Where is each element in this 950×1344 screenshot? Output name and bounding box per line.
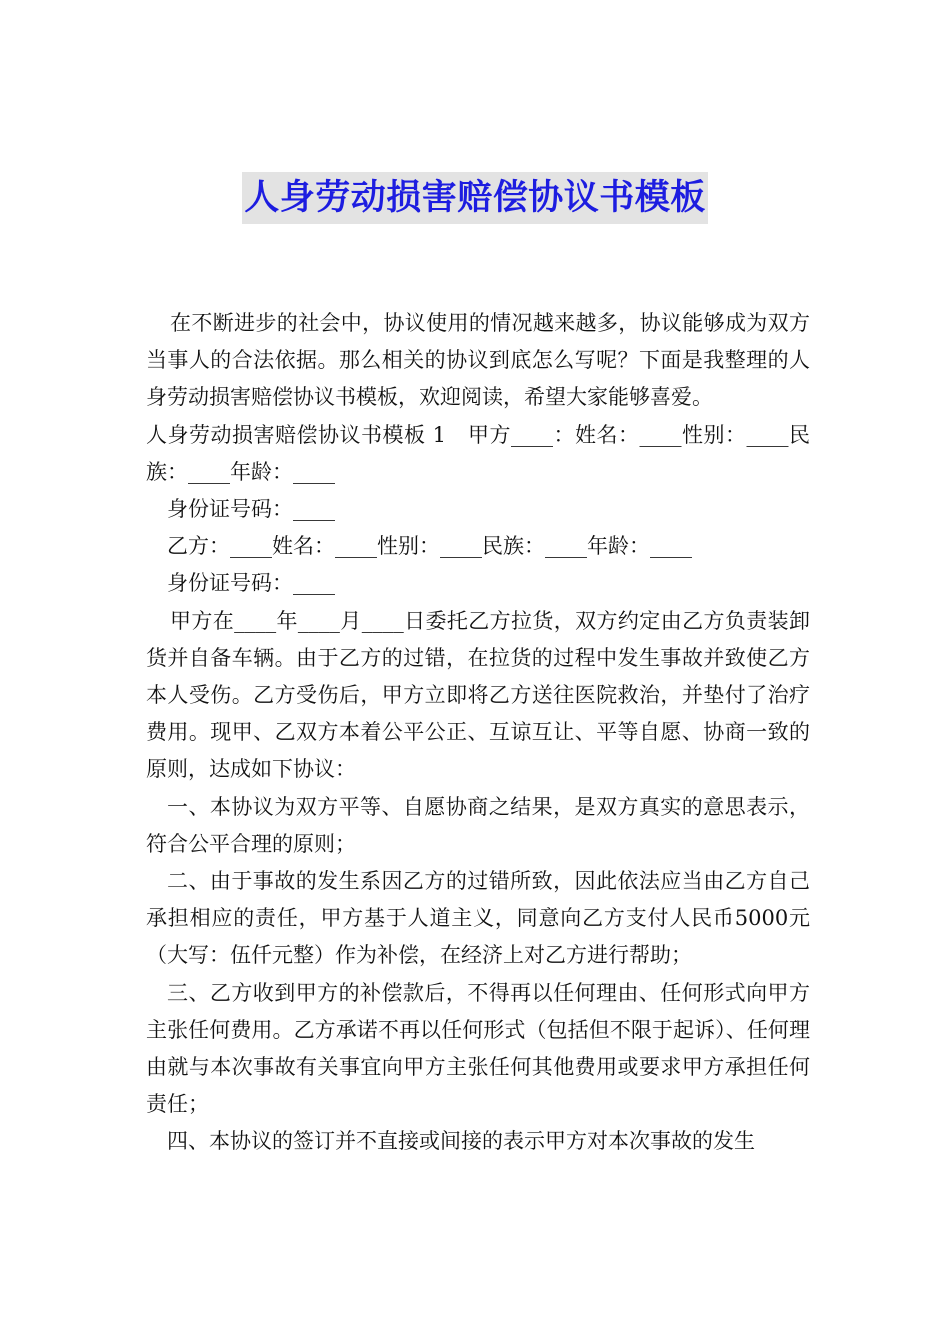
document-body [146,305,810,1161]
intro-paragraph: 在不断进步的社会中，协议使用的情况越来越多，协议能够成为双方当事人的合法依据。那么相关的协议到底怎么写呢？下面是我整理的人身劳动损害赔偿协议书模板，欢迎阅读，希望大家能够喜爱。 [146,311,810,410]
background-paragraph: 甲方在____年____月____日委托乙方拉货，双方约定由乙方负责装卸货并自备车辆。由于乙方的过错，在拉货的过程中发生事故并致使乙方本人受伤。乙方受伤后，甲方立即将乙方送往医院救治，并垫付了治疗费用。现甲、乙双方本着公平公正、互谅互让、平等自愿、协商一致的原则，达成如下协议： [146,608,810,782]
clause-1: 一、本协议为双方平等、自愿协商之结果，是双方真实的意思表示，符合公平合理的原则； [146,794,810,856]
party-b-id-line: 身份证号码：____ [167,571,335,596]
clause-2: 二、由于事故的发生系因乙方的过错所致，因此依法应当由乙方自己承担相应的责任，甲方基于人道主义，同意向乙方支付人民币5000元（大写：伍仟元整）作为补偿，在经济上对乙方进行帮助； [146,869,810,968]
title-container [0,172,950,224]
party-a-line: 人身劳动损害赔偿协议书模板 1 甲方____：姓名：____性别：____民族：____年龄：____ [146,422,810,484]
clause-4: 四、本协议的签订并不直接或间接的表示甲方对本次事故的发生 [167,1129,755,1154]
party-b-line: 乙方：____姓名：____性别：____民族：____年龄：____ [167,534,692,559]
clause-3: 三、乙方收到甲方的补偿款后，不得再以任何理由、任何形式向甲方主张任何费用。乙方承诺不再以任何形式（包括但不限于起诉）、任何理由就与本次事故有关事宜向甲方主张任何其他费用或要求甲方承担任何责任； [146,980,810,1117]
document-title: 人身劳动损害赔偿协议书模板 [242,172,708,224]
party-a-id-line: 身份证号码：____ [167,497,335,522]
